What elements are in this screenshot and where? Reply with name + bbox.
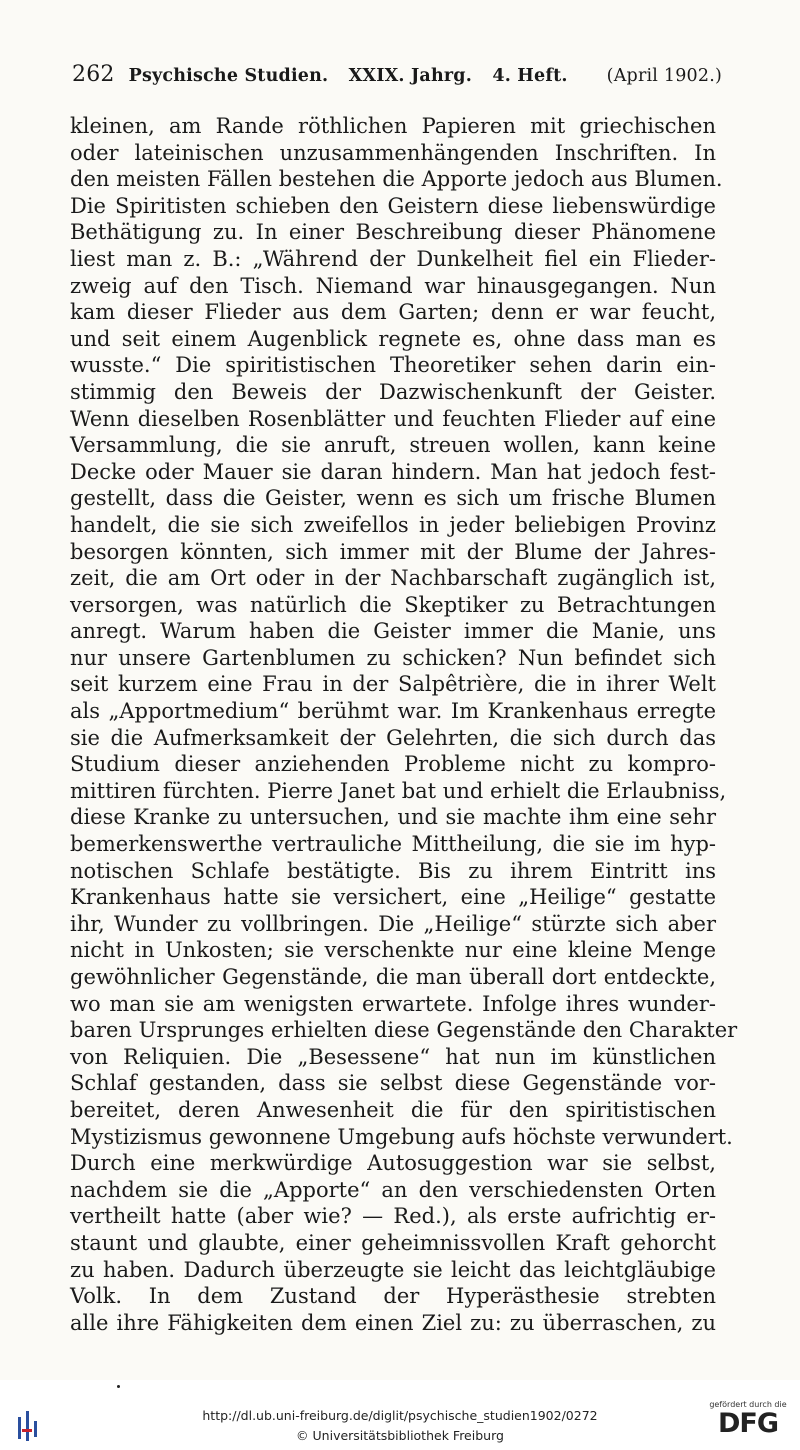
source-url[interactable]: http://dl.ub.uni-freiburg.de/diglit/psychische_studien1902/0272 [202,1408,598,1423]
text-line: staunt und glaubte, einer geheimnissvollen Kraft gehorcht [70,1230,716,1255]
text-line: Volk. In dem Zustand der Hyperästhesie strebten [70,1284,716,1309]
text-line: bemerkenswerthe vertrauliche Mittheilung, die sie im hyp- [70,832,716,857]
text-line: Decke oder Mauer sie daran hindern. Man hat jedoch fest- [70,459,716,484]
text-line: Schlaf gestanden, dass sie selbst diese Gegenstände vor- [70,1071,716,1096]
text-line: Versammlung, die sie anruft, streuen wollen, kann keine [70,433,716,458]
dfg-wordmark: DFG [717,1408,779,1439]
text-line: sie die Aufmerksamkeit der Gelehrten, die sich durch das [70,725,716,750]
issue-date: (April 1902.) [606,66,722,86]
text-line: Die Spiritisten schieben den Geistern diese liebenswürdige [70,193,716,218]
text-line: mittiren fürchten. Pierre Janet bat und erhielt die Erlaubniss, [70,778,727,803]
page-number: 262 [72,62,115,87]
text-line: wusste.“ Die spiritistischen Theoretiker sehen darin ein- [70,353,716,378]
text-line: stimmig den Beweis der Dazwischenkunft der Geister. [70,379,716,404]
text-line: diese Kranke zu untersuchen, und sie machte ihm eine sehr [70,805,716,830]
text-line: kam dieser Flieder aus dem Garten; denn er war feucht, [70,300,716,325]
text-line: notischen Schlafe bestätigte. Bis zu ihrem Eintritt ins [70,858,716,883]
text-line: anregt. Warum haben die Geister immer die Manie, uns [70,619,716,644]
issue: 4. Heft. [492,66,568,86]
text-line: gestellt, dass die Geister, wenn es sich um frische Blumen [70,486,716,511]
text-line: kleinen, am Rande röthlichen Papieren mit griechischen [70,114,716,138]
text-line: Durch eine merkwürdige Autosuggestion war sie selbst, [70,1151,716,1176]
text-line: versorgen, was natürlich die Skeptiker zu Betrachtungen [70,592,716,617]
text-line: baren Ursprunges erhielten diese Gegenstände den Charakter [70,1018,738,1043]
copyright: © Universitätsbibliothek Freiburg [296,1428,504,1443]
running-header [72,62,722,87]
text-line: nachdem sie die „Apporte“ an den verschiedensten Orten [70,1177,716,1202]
text-line: zweig auf den Tisch. Niemand war hinausgegangen. Nun [70,273,716,298]
text-line: vertheilt hatte (aber wie? — Red.), als erste aufrichtig er- [70,1204,716,1229]
text-line: zeit, die am Ort oder in der Nachbarschaft zugänglich ist, [70,566,716,591]
text-line: handelt, die sie sich zweifellos in jeder beliebigen Provinz [70,512,716,537]
dfg-funded-by: gefördert durch die [709,1400,787,1409]
text-line: Wenn dieselben Rosenblätter und feuchten Flieder auf eine [70,406,716,431]
text-line: besorgen könnten, sich immer mit der Blume der Jahres- [70,539,716,564]
text-line: liest man z. B.: „Während der Dunkelheit fiel ein Flieder- [70,246,716,271]
text-line: den meisten Fällen bestehen die Apporte jedoch aus Blumen. [70,167,723,192]
text-line: wo man sie am wenigsten erwartete. Infolge ihres wunder- [70,991,716,1016]
text-line: als „Apportmedium“ berühmt war. Im Krankenhaus erregte [70,699,716,724]
text-line: Mystizismus gewonnene Umgebung aufs höchste verwundert. [70,1124,733,1149]
text-line: bereitet, deren Anwesenheit die für den spiritistischen [70,1097,716,1122]
journal-title: Psychische Studien. [128,66,329,86]
scan-speck [117,1385,120,1388]
text-line: gewöhnlicher Gegenstände, die man überall dort entdeckte, [70,965,716,989]
text-line: nur unsere Gartenblumen zu schicken? Nun befindet sich [70,645,716,670]
body-text [70,113,738,1336]
volume: XXIX. Jahrg. [348,66,473,86]
text-line: oder lateinischen unzusammenhängenden Inschriften. In [70,140,716,165]
footer [0,1400,800,1450]
text-line: seit kurzem eine Frau in der Salpêtrière, die in ihrer Welt [70,672,716,697]
text-line: von Reliquien. Die „Besessene“ hat nun im künstlichen [70,1044,716,1069]
text-line: alle ihre Fähigkeiten dem einen Ziel zu: zu überraschen, zu [70,1310,716,1335]
text-line: nicht in Unkosten; sie verschenkte nur eine kleine Menge [70,938,716,963]
text-line: zu haben. Dadurch überzeugte sie leicht das leichtgläubige [70,1257,716,1282]
text-line: Studium dieser anziehenden Probleme nicht zu kompro- [70,752,716,777]
text-line: und seit einem Augenblick regnete es, ohne dass man es [70,326,716,351]
dfg-logo [706,1400,790,1439]
text-line: Krankenhaus hatte sie versichert, eine „Heilige“ gestatte [70,885,716,910]
text-line: ihr, Wunder zu vollbringen. Die „Heilige“ stürzte sich aber [70,911,716,936]
text-line: Bethätigung zu. In einer Beschreibung dieser Phänomene [70,220,716,245]
